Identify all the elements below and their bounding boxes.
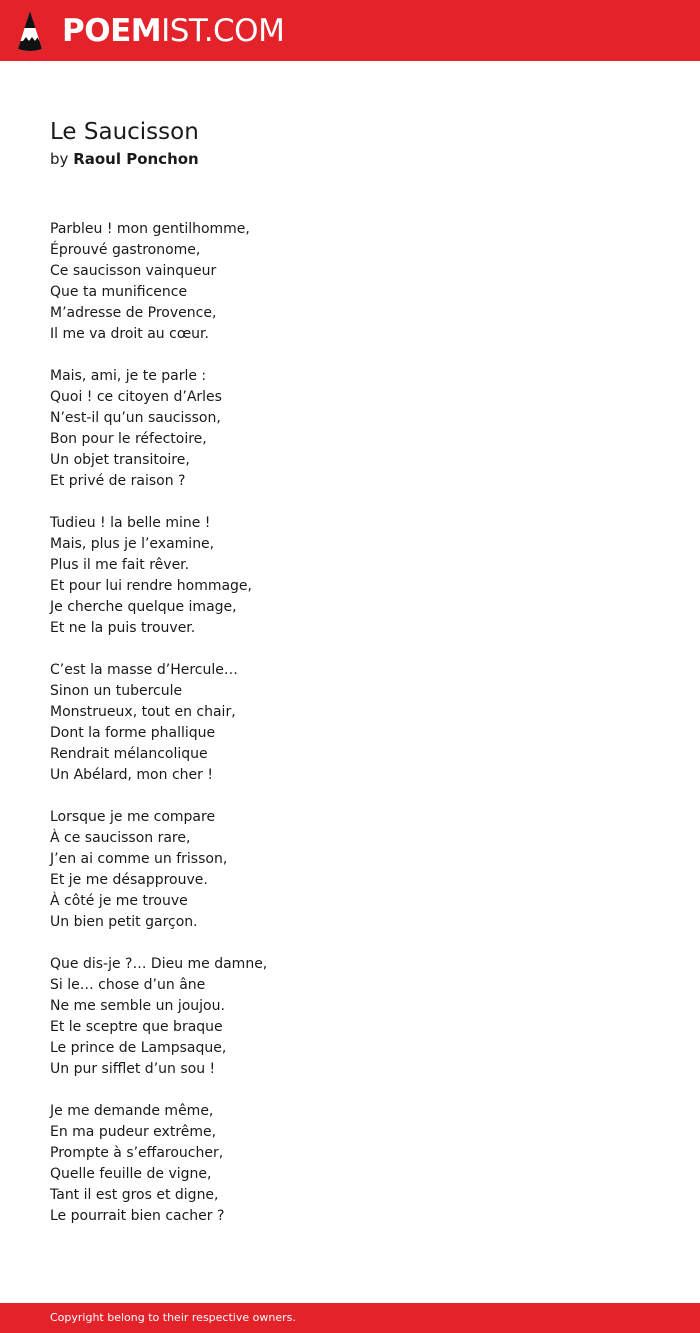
poem-line: Quoi ! ce citoyen d’Arles bbox=[50, 389, 222, 405]
poem-line: Et pour lui rendre hommage, bbox=[50, 578, 252, 594]
stanza bbox=[50, 513, 650, 639]
poem-line: Parbleu ! mon gentilhomme, bbox=[50, 221, 250, 237]
poem-line: En ma pudeur extrême, bbox=[50, 1124, 217, 1140]
poem-line: Et le sceptre que braque bbox=[50, 1019, 223, 1035]
poem-line: Monstrueux, tout en chair, bbox=[50, 704, 236, 720]
poem-line: Sinon un tubercule bbox=[50, 683, 183, 699]
stanza bbox=[50, 660, 650, 786]
site-logo[interactable] bbox=[62, 13, 284, 49]
poem-author: Raoul Ponchon bbox=[73, 150, 199, 168]
site-header bbox=[0, 0, 700, 61]
poem-line: Je cherche quelque image, bbox=[50, 599, 237, 615]
stanza bbox=[50, 954, 650, 1080]
poem-byline bbox=[50, 148, 199, 170]
pencil-tip-icon[interactable] bbox=[17, 10, 43, 52]
poem-body bbox=[50, 219, 650, 1248]
poem-line: Tudieu ! la belle mine ! bbox=[50, 515, 211, 531]
poem-line: Dont la forme phallique bbox=[50, 725, 216, 741]
poem-line: N’est-il qu’un saucisson, bbox=[50, 410, 221, 426]
poem-line: Un bien petit garçon. bbox=[50, 914, 198, 930]
logo-text-bold: POEM bbox=[62, 13, 162, 49]
poem-line: Un pur sifflet d’un sou ! bbox=[50, 1061, 216, 1077]
poem-line: Éprouvé gastronome, bbox=[50, 242, 201, 258]
poem-line: Prompte à s’effaroucher, bbox=[50, 1145, 224, 1161]
copyright-text: Copyright belong to their respective owners. bbox=[50, 1311, 296, 1324]
poem-line: Et privé de raison ? bbox=[50, 473, 186, 489]
poem-line: Bon pour le réfectoire, bbox=[50, 431, 207, 447]
stanza bbox=[50, 219, 650, 345]
poem-line: À ce saucisson rare, bbox=[50, 830, 191, 846]
poem-title: Le Saucisson bbox=[50, 119, 199, 145]
poem-line: Il me va droit au cœur. bbox=[50, 326, 209, 342]
stanza bbox=[50, 366, 650, 492]
site-footer bbox=[0, 1303, 700, 1333]
poem-line: Le pourrait bien cacher ? bbox=[50, 1208, 225, 1224]
stanza bbox=[50, 807, 650, 933]
poem-line: Le prince de Lampsaque, bbox=[50, 1040, 227, 1056]
poem-line: Quelle feuille de vigne, bbox=[50, 1166, 212, 1182]
poem-line: Je me demande même, bbox=[50, 1103, 214, 1119]
stanza bbox=[50, 1101, 650, 1227]
poem-line: J’en ai comme un frisson, bbox=[50, 851, 228, 867]
poem-line: Et je me désapprouve. bbox=[50, 872, 208, 888]
poem-line: À côté je me trouve bbox=[50, 893, 188, 909]
byline-prefix: by bbox=[50, 150, 69, 168]
poem-line: Ne me semble un joujou. bbox=[50, 998, 225, 1014]
poem-line: Un objet transitoire, bbox=[50, 452, 190, 468]
logo-text-light: IST.COM bbox=[161, 13, 285, 49]
poem-line: Rendrait mélancolique bbox=[50, 746, 208, 762]
poem-line: M’adresse de Provence, bbox=[50, 305, 217, 321]
poem-line: Que dis-je ?… Dieu me damne, bbox=[50, 956, 268, 972]
poem-line: C’est la masse d’Hercule… bbox=[50, 662, 238, 678]
poem-line: Lorsque je me compare bbox=[50, 809, 216, 825]
poem-line: Ce saucisson vainqueur bbox=[50, 263, 217, 279]
poem-line: Et ne la puis trouver. bbox=[50, 620, 196, 636]
poem-line: Plus il me fait rêver. bbox=[50, 557, 190, 573]
poem-line: Tant il est gros et digne, bbox=[50, 1187, 219, 1203]
poem-line: Un Abélard, mon cher ! bbox=[50, 767, 213, 783]
poem-line: Mais, plus je l’examine, bbox=[50, 536, 215, 552]
poem-line: Si le… chose d’un âne bbox=[50, 977, 206, 993]
poem-line: Mais, ami, je te parle : bbox=[50, 368, 207, 384]
poem-line: Que ta munificence bbox=[50, 284, 188, 300]
